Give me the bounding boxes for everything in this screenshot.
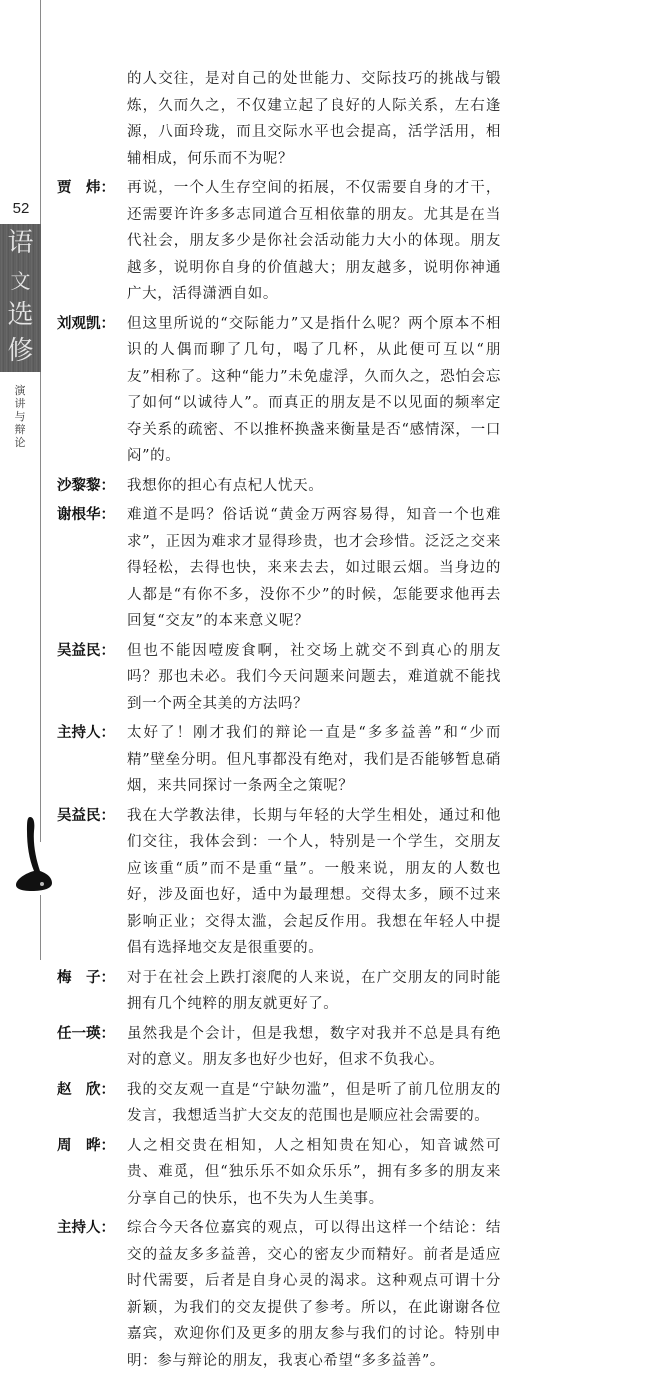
dialogue-turn bbox=[0, 965, 650, 1018]
speaker-name: 吴益民： bbox=[57, 807, 115, 824]
section-label-char: 论 bbox=[14, 436, 26, 449]
dialogue-turn bbox=[0, 1021, 650, 1074]
book-title-char: 修 bbox=[7, 336, 34, 366]
speech-text: 难道不是吗？俗话说“黄金万两容易得，知音一个也难求”，正因为难求才显得珍贵，也才会珍惜。泛泛之交来得轻松，去得也快，来来去去，如过眼云烟。当身边的人都是“有你不多，没你不少”的时候，怎能要求他再去回复“交友”的本来意义呢？ bbox=[127, 507, 501, 629]
speaker-name: 赵 欣： bbox=[57, 1081, 115, 1098]
speech-text: 太好了！刚才我们的辩论一直是“多多益善”和“少而精”壁垒分明。但凡事都没有绝对，我们是否能够暂息硝烟，来共同探讨一条两全之策呢？ bbox=[127, 725, 501, 794]
section-label-char: 演 bbox=[14, 384, 26, 397]
speaker-name bbox=[0, 66, 127, 172]
dialogue-turn bbox=[0, 720, 650, 800]
speech-text: 再说，一个人生存空间的拓展，不仅需要自身的才干，还需要许许多多志同道合互相依靠的朋友。尤其是在当代社会，朋友多少是你社会活动能力大小的体现。朋友越多，说明你自身的价值越大；朋友越多，说明你神通广大，活得潇洒自如。 bbox=[127, 180, 501, 302]
speech-text: 我的交友观一直是“宁缺勿滥”，但是听了前几位朋友的发言，我想适当扩大交友的范围也是顺应社会需要的。 bbox=[127, 1081, 501, 1124]
page-number: 52 bbox=[12, 200, 30, 217]
speech-text: 但也不能因噎废食啊，社交场上就交不到真心的朋友吗？那也未必。我们今天问题来问题去，难道就不能找到一个两全其美的方法吗？ bbox=[127, 642, 501, 712]
speech-text: 但这里所说的“交际能力”又是指什么呢？两个原本不相识的人偶而聊了几句，喝了几杯，从此便可互以“朋友”相称了。这种“能力”未免虚浮，久而久之，恐怕会忘了如何“以诚待人”。而真正的朋友是不以见面的频率定夺关系的疏密、不以推杯换盏来衡量是否“感情深，一口闷”的。 bbox=[127, 315, 501, 464]
speech-text: 对于在社会上跌打滚爬的人来说，在广交朋友的同时能拥有几个纯粹的朋友就更好了。 bbox=[127, 969, 501, 1012]
dialogue-turn bbox=[0, 311, 650, 470]
book-title-char: 文 bbox=[10, 269, 31, 293]
section-label-char: 辩 bbox=[14, 423, 26, 436]
speaker-name: 任一瑛： bbox=[57, 1025, 115, 1042]
dialogue-body bbox=[0, 66, 650, 1377]
speaker-name: 刘观凯： bbox=[57, 315, 115, 332]
speaker-name: 周 晔： bbox=[57, 1137, 115, 1154]
dialogue-turn bbox=[0, 175, 650, 308]
section-label-char: 与 bbox=[14, 410, 26, 423]
book-title-char: 选 bbox=[7, 300, 34, 330]
speech-text: 我想你的担心有点杞人忧天。 bbox=[127, 477, 324, 494]
speech-text: 的人交往，是对自己的处世能力、交际技巧的挑战与锻炼，久而久之，不仅建立起了良好的人际关系，左右逢源，八面玲珑，而且交际水平也会提高，活学活用，相辅相成，何乐而不为呢？ bbox=[127, 71, 501, 167]
speech-text: 虽然我是个会计，但是我想，数字对我并不总是具有绝对的意义。朋友多也好少也好，但求不负我心。 bbox=[127, 1025, 501, 1068]
speaker-name: 贾 炜： bbox=[57, 180, 115, 196]
speaker-name: 主持人： bbox=[57, 1220, 115, 1236]
speaker-name: 主持人： bbox=[57, 725, 115, 741]
book-title-char: 语 bbox=[7, 228, 34, 258]
speech-text: 我在大学教法律，长期与年轻的大学生相处，通过和他们交往，我体会到：一个人，特别是一个学生，交朋友应该重“质”而不是重“量”。一般来说，朋友的人数也好，涉及面也好，适中为最理想。交得太多，顾不过来影响正业；交得太滥，会起反作用。我想在年轻人中提倡有选择地交友是很重要的。 bbox=[127, 807, 501, 956]
speaker-name: 梅 子： bbox=[57, 969, 115, 986]
speaker-name: 谢根华： bbox=[57, 507, 115, 523]
speaker-name: 沙黎黎： bbox=[57, 477, 115, 494]
dialogue-turn bbox=[0, 803, 650, 962]
section-label-char: 讲 bbox=[14, 397, 26, 410]
dialogue-turn bbox=[0, 66, 650, 172]
dialogue-turn bbox=[0, 1215, 650, 1374]
speech-text: 综合今天各位嘉宾的观点，可以得出这样一个结论：结交的益友多多益善，交心的密友少而精好。前者是适应时代需要，后者是自身心灵的渴求。这种观点可谓十分新颖，为我们的交友提供了参考。所以，在此谢谢各位嘉宾，欢迎你们及更多的朋友参与我们的讨论。特别申明：参与辩论的朋友，我衷心希望“多多益善”。 bbox=[127, 1220, 501, 1369]
dialogue-turn bbox=[0, 1133, 650, 1213]
dialogue-turn bbox=[0, 502, 650, 635]
dialogue-turn bbox=[0, 638, 650, 718]
dialogue-turn bbox=[0, 473, 650, 500]
speech-text: 人之相交贵在相知，人之相知贵在知心，知音诚然可贵、难觅，但“独乐乐不如众乐乐”，拥有多多的朋友来分享自己的快乐，也不失为人生美事。 bbox=[127, 1137, 501, 1207]
speaker-name: 吴益民： bbox=[57, 642, 115, 659]
dialogue-turn bbox=[0, 1077, 650, 1130]
